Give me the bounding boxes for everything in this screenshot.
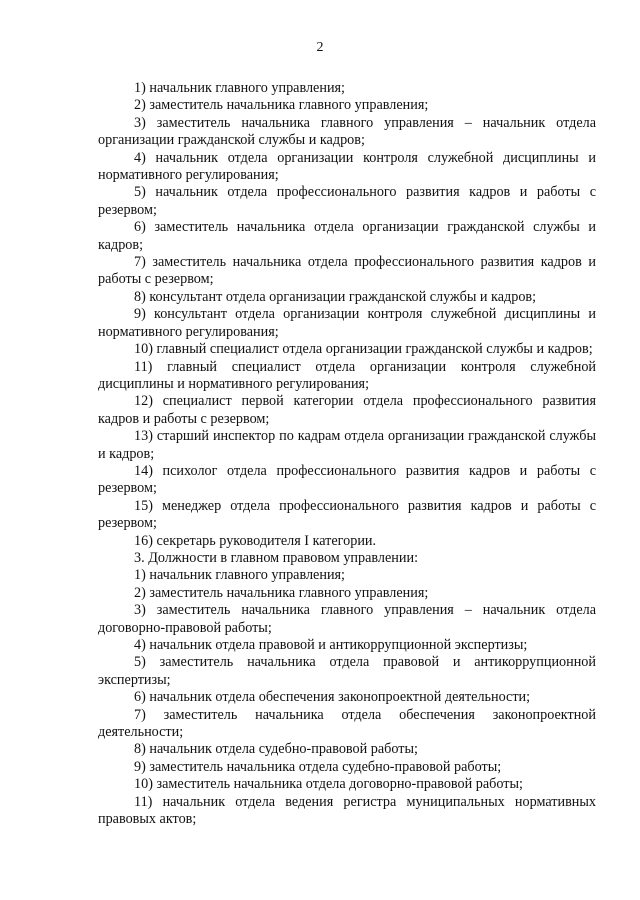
list-item: 8) консультант отдела организации гражданской службы и кадров; [134,288,537,305]
page-number: 2 [316,40,324,55]
list-item: 5) начальник отдела профессионального развития кадров и работы с резервом; [98,184,596,218]
list-item: 10) главный специалист отдела организации гражданской службы и кадров; [134,341,593,358]
list-item: 8) начальник отдела судебно-правовой работы; [134,741,418,758]
list-item: 6) начальник отдела обеспечения законопроектной деятельности; [134,689,531,706]
list-item: 7) заместитель начальника отдела обеспечения законопроектной деятельности; [98,706,596,741]
list-item: 4) начальник отдела организации контроля служебной дисциплины и нормативного регулирования; [98,149,596,184]
list-item: 9) консультант отдела организации контроля служебной дисциплины и нормативного регулирования; [98,306,596,340]
list-item: 2) заместитель начальника главного управления; [134,97,429,114]
list-item: 9) заместитель начальника отдела судебно-правовой работы; [134,758,502,775]
list-item: 11) начальник отдела ведения регистра муниципальных нормативных правовых актов; [98,793,596,828]
list-item: 7) заместитель начальника отдела профессионального развития кадров и работы с резервом; [98,254,596,288]
list-item: 5) заместитель начальника отдела правовой и антикоррупционной экспертизы; [98,654,596,688]
list-item: 12) специалист первой категории отдела профессионального развития кадров и работы с резервом; [98,393,596,427]
list-item: 2) заместитель начальника главного управления; [134,584,429,601]
list-item: 4) начальник отдела правовой и антикоррупционной экспертизы; [134,637,528,653]
list-item: 10) заместитель начальника отдела договорно-правовой работы; [134,776,523,793]
list-item: 3) заместитель начальника главного управления – начальник отдела договорно-правовой работы; [98,602,596,636]
document-body [98,80,596,828]
list-item: 13) старший инспектор по кадрам отдела организации гражданской службы и кадров; [98,428,596,462]
list-item: 16) секретарь руководителя I категории. [134,532,377,549]
list-item: 15) менеджер отдела профессионального развития кадров и работы с резервом; [98,497,596,532]
list-item: 11) главный специалист отдела организации контроля служебной дисциплины и нормативного регулирования; [98,358,596,392]
list-item: 1) начальник главного управления; [134,80,346,96]
list-item: 6) заместитель начальника отдела организации гражданской службы и кадров; [98,219,596,253]
list-item: 3) заместитель начальника главного управления – начальник отдела организации гражданской службы и кадров; [98,114,596,149]
list-item: 1) начальник главного управления; [134,567,346,584]
list-item: 14) психолог отдела профессионального развития кадров и работы с резервом; [98,462,596,497]
section-heading: 3. Должности в главном правовом управлении: [134,549,419,566]
